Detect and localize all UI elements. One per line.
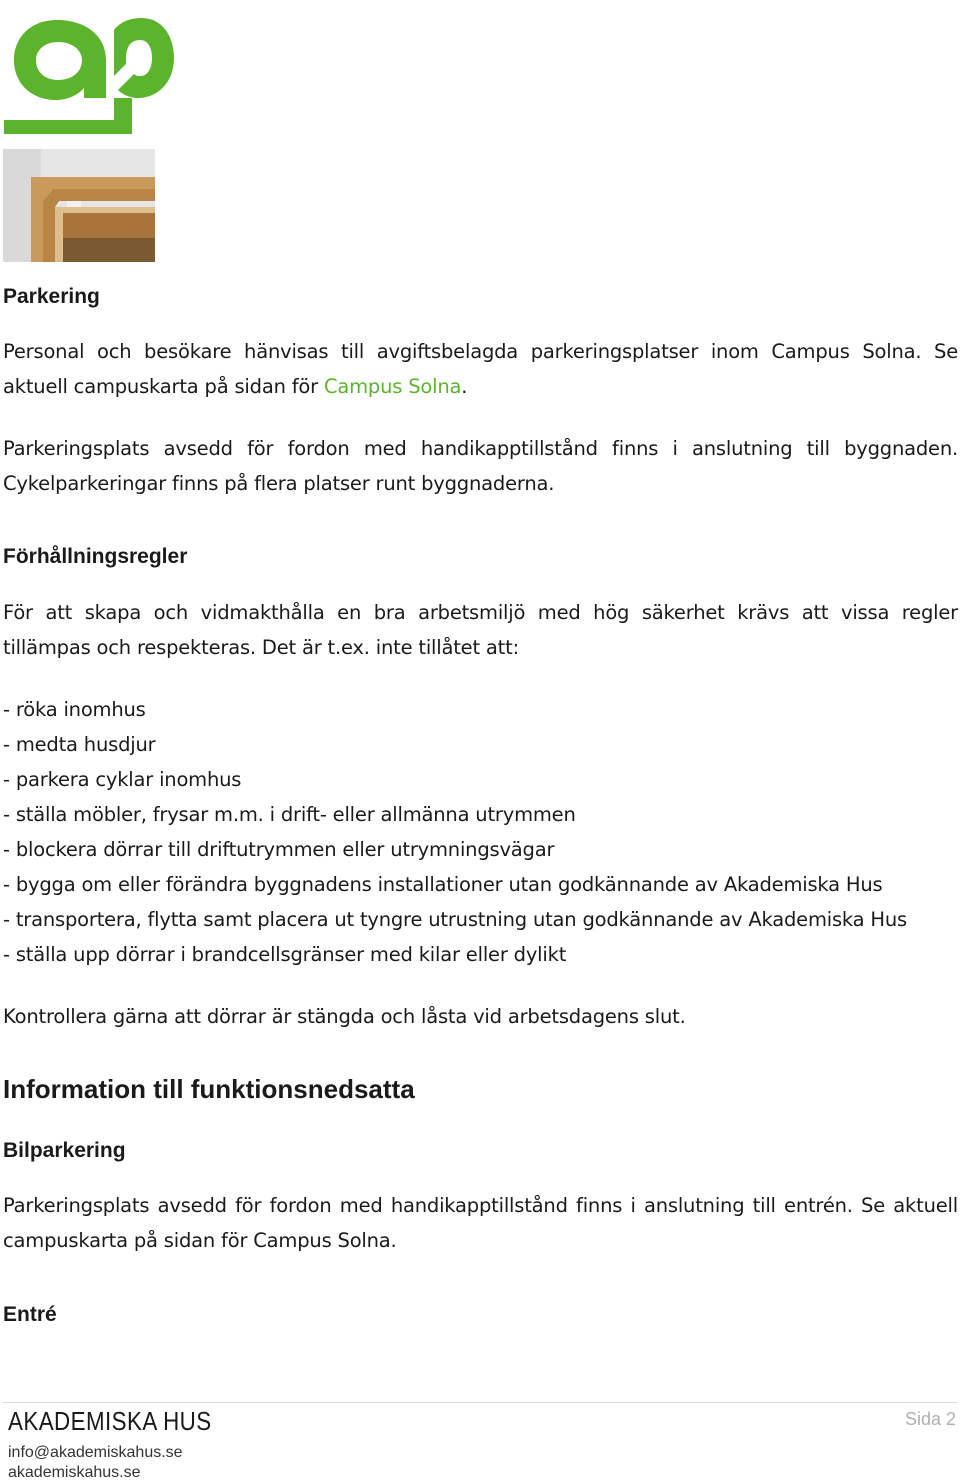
footer-brand-name: AKADEMISKA HUS (8, 1406, 212, 1436)
list-item: - bygga om eller förändra byggnadens installationer utan godkännande av Akademiska Hus (3, 873, 883, 896)
subheading-bilparkering: Bilparkering (3, 1139, 126, 1162)
paragraph-parkering-1 (3, 334, 958, 404)
paragraph-forhallningsregler-intro: För att skapa och vidmakthålla en bra arbetsmiljö med hög säkerhet krävs att vissa regler tillämpas och respekteras. Det är t.ex. inte tillåtet att: (3, 601, 958, 659)
list-item: - ställa upp dörrar i brandcellsgränser med kilar eller dylikt (3, 943, 567, 966)
paragraph-text: Personal och besökare hänvisas till avgiftsbelagda parkeringsplatser inom Campus Solna. Se aktuell campuskarta på sidan för (3, 340, 958, 398)
section-heading-funktionsnedsatta: Information till funktionsnedsatta (3, 1074, 415, 1104)
door-frame-photo (3, 149, 155, 262)
section-heading-forhallningsregler: Förhållningsregler (3, 545, 188, 568)
list-item: - ställa möbler, frysar m.m. i drift- eller allmänna utrymmen (3, 803, 576, 826)
document-body (3, 280, 958, 1332)
rules-list (3, 692, 958, 972)
list-item: - parkera cyklar inomhus (3, 768, 242, 791)
footer-divider (3, 1402, 957, 1403)
paragraph-closing: Kontrollera gärna att dörrar är stängda och låsta vid arbetsdagens slut. (3, 1005, 686, 1028)
paragraph-bilparkering: Parkeringsplats avsedd för fordon med handikapptillstånd finns i anslutning till entrén. Se aktuell campuskarta på sidan för Campus Solna. (3, 1194, 958, 1252)
page-number: Sida 2 (904, 1409, 956, 1429)
list-item: - transportera, flytta samt placera ut tyngre utrustning utan godkännande av Akademiska Hus (3, 908, 907, 931)
subheading-entre: Entré (3, 1303, 57, 1326)
list-item: - medta husdjur (3, 733, 156, 756)
akademiska-hus-logo-icon (2, 2, 174, 134)
list-item: - blockera dörrar till driftutrymmen eller utrymningsvägar (3, 838, 555, 861)
footer-website[interactable]: akademiskahus.se (8, 1464, 141, 1481)
footer-email[interactable]: info@akademiskahus.se (8, 1444, 183, 1461)
section-heading-parkering: Parkering (3, 285, 100, 308)
paragraph-tail: . (461, 375, 468, 398)
campus-solna-link[interactable]: Campus Solna (323, 375, 462, 398)
paragraph-parkering-2: Parkeringsplats avsedd för fordon med handikapptillstånd finns i anslutning till byggnaden. Cykelparkeringar finns på flera platser runt byggnaderna. (3, 437, 958, 495)
list-item: - röka inomhus (3, 698, 146, 721)
